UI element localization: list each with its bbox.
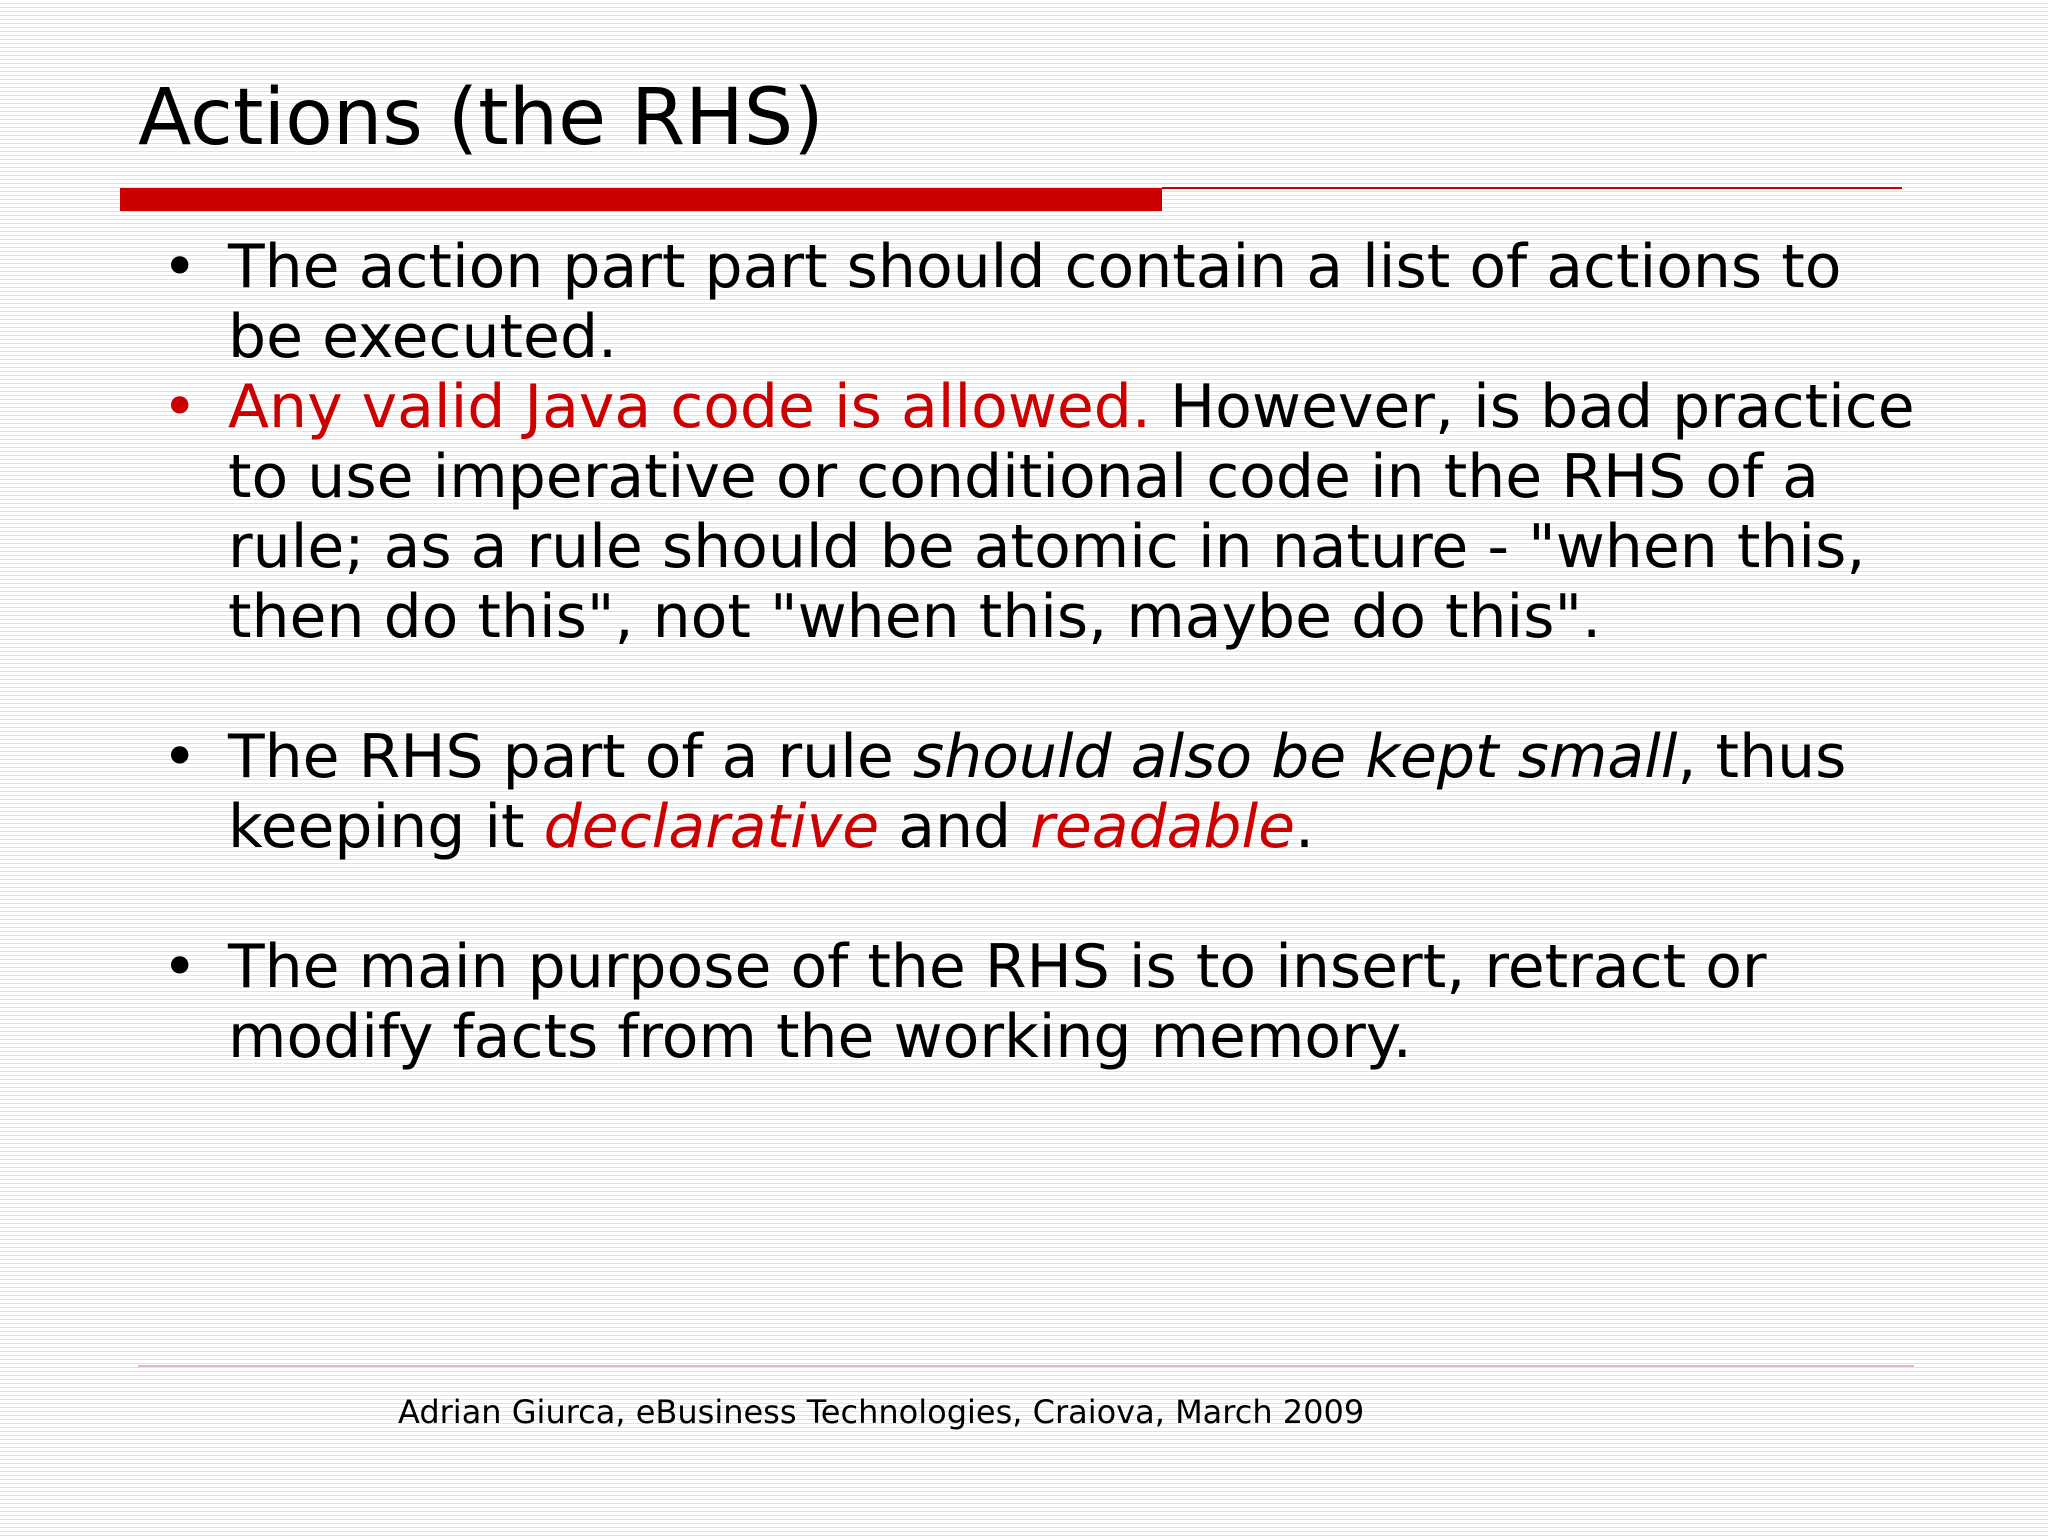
bullet-emphasis-text: should also be kept small	[912, 722, 1678, 792]
bullet-keyword-readable: readable	[1030, 792, 1296, 862]
bullet-text: However, is bad practice to use imperative or conditional code in the RHS of a rule; as a rule should be atomic in nature - "when this, then do this", not "when this, maybe do this".	[228, 372, 1915, 652]
bullet-item-keep-small	[160, 722, 1920, 862]
title-underline-thin	[1162, 187, 1902, 189]
bullet-text: .	[1295, 792, 1315, 862]
bullet-text: The main purpose of the RHS is to insert, retract or modify facts from the working memory.	[228, 932, 1767, 1072]
bullet-text: The RHS part of a rule	[228, 722, 913, 792]
bullet-marker: •	[162, 372, 198, 442]
bullet-list	[160, 232, 1920, 1072]
bullet-marker: •	[162, 932, 198, 1002]
bullet-item-java-code	[160, 372, 1920, 652]
bullet-highlight-text: Any valid Java code is allowed.	[228, 372, 1151, 442]
bullet-marker: •	[162, 232, 198, 302]
footer-credit: Adrian Giurca, eBusiness Technologies, Craiova, March 2009	[398, 1393, 1365, 1431]
bullet-text: , thus keeping it	[228, 722, 1847, 862]
bullet-text: and	[879, 792, 1031, 862]
bullet-keyword-declarative: declarative	[543, 792, 880, 862]
slide-title: Actions (the RHS)	[138, 73, 824, 163]
bullet-text: The action part part should contain a list of actions to be executed.	[228, 232, 1842, 372]
footer-divider	[138, 1365, 1914, 1367]
bullet-item-actions-list	[160, 232, 1920, 372]
bullet-item-main-purpose	[160, 932, 1920, 1072]
bullet-marker: •	[162, 722, 198, 792]
title-underline-thick	[120, 188, 1162, 211]
